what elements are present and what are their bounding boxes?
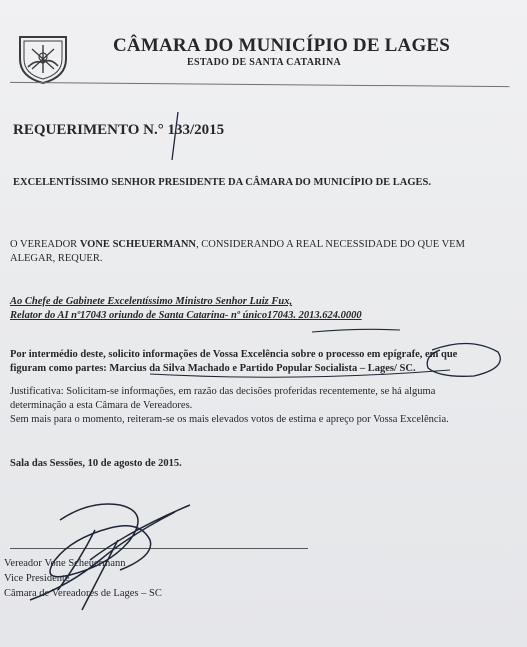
signature-block (4, 556, 162, 601)
intro-rest: , CONSIDERANDO A REAL NECESSIDADE DO QUE VEM (195, 239, 465, 250)
signer-institution: Câmara de Vereadores de Lages – SC (4, 588, 162, 599)
header-divider (10, 82, 510, 87)
date-underline-mark (312, 329, 400, 332)
justification-line-3: Sem mais para o momento, reiteram-se os mais elevados votos de estima e apreço por Vossa Excelência. (10, 414, 449, 425)
justification-line-1: Justificativa: Solicitam-se informações, em razão das decisões proferidas recentemente, se há alguma (10, 386, 436, 397)
municipal-crest-icon (14, 33, 72, 85)
session-date: Sala das Sessões, 10 de agosto de 2015. (10, 458, 182, 469)
chamber-name: CÂMARA DO MUNICÍPIO DE LAGES (113, 35, 451, 56)
signer-role: Vice Presidente (4, 573, 70, 584)
intro-lead: O VEREADOR (10, 239, 80, 250)
state-name: ESTADO DE SANTA CATARINA (187, 57, 341, 68)
addressee-line-1: Ao Chefe de Gabinete Excelentíssimo Ministro Senhor Luiz Fux, (10, 296, 293, 307)
signer-name: Vereador Vone Scheuermann (4, 558, 126, 569)
signature-line (10, 548, 308, 549)
intro-paragraph (10, 238, 465, 266)
addressee-line-2: Relator do AI nº17043 oriundo de Santa Catarina- nº único17043. 2013.624.0000 (10, 310, 362, 321)
request-line-1: Por intermédio deste, solicito informações de Vossa Excelência sobre o processo em epígrafe, em que (10, 349, 458, 360)
intro-line-1 (10, 238, 465, 252)
councilor-name: VONE SCHEUERMANN (79, 239, 196, 250)
request-paragraph (10, 348, 457, 376)
justification-line-2: determinação a esta Câmara de Vereadores. (10, 400, 193, 411)
request-line-2: figuram como partes: Marcius da Silva Machado e Partido Popular Socialista – Lages/ SC. (10, 363, 416, 374)
intro-line-2: ALEGAR, REQUER. (10, 253, 103, 264)
addressee-block (10, 295, 362, 323)
salutation: EXCELENTÍSSIMO SENHOR PRESIDENTE DA CÂMARA DO MUNICÍPIO DE LAGES. (13, 177, 432, 188)
justification-paragraph (10, 385, 449, 427)
document-title: REQUERIMENTO N.° 133/2015 (13, 122, 225, 138)
